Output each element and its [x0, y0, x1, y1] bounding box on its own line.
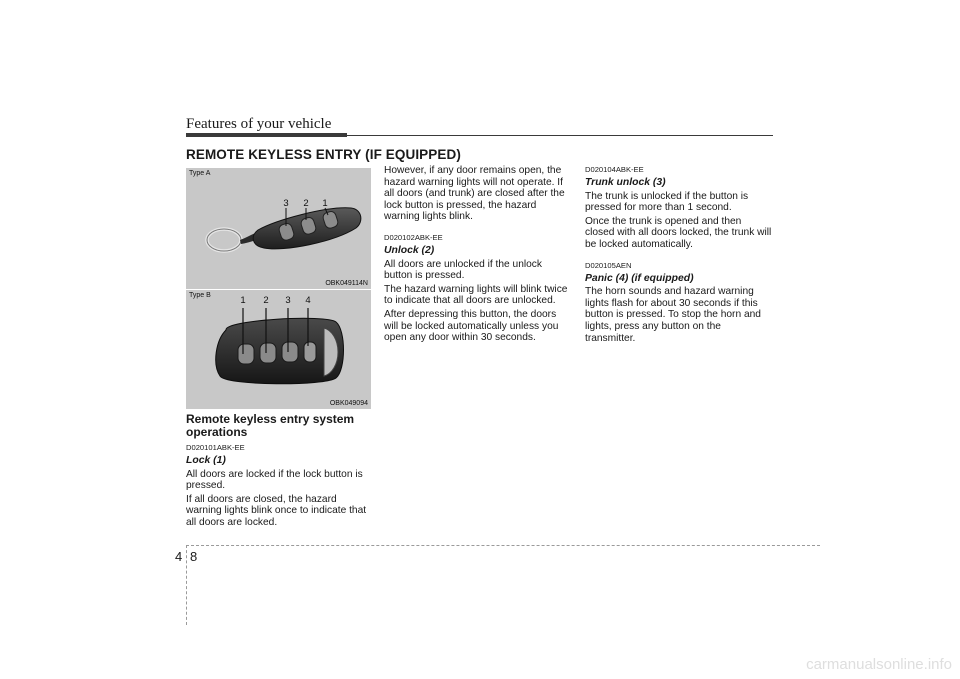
panic-paragraph: The horn sounds and hazard warning lights flash for about 30 seconds if this button is pressed. To stop the horn and lights, press any button on the transmitter.	[585, 286, 761, 344]
lock-button-icon	[238, 344, 254, 364]
trunk-title: Trunk unlock (3)	[585, 177, 666, 188]
watermark: carmanualsonline.info	[806, 656, 952, 673]
key-fob-b-image	[186, 290, 371, 409]
page-number: 8	[190, 549, 198, 564]
header-title: Features of your vehicle	[186, 116, 332, 132]
trunk-code: D020104ABK-EE	[585, 165, 644, 174]
figure-a-callout: 1	[322, 198, 328, 209]
column-right	[585, 165, 773, 346]
panic-title: Panic (4) (if equipped)	[585, 272, 694, 284]
figure-a-type-label: Type A	[189, 170, 211, 177]
lock-paragraph: All doors are locked if the lock button is pressed.	[186, 468, 363, 492]
column-left	[186, 413, 374, 531]
figure-b-callout: 1	[240, 295, 246, 306]
figure-b-callout: 4	[305, 295, 311, 306]
lock-paragraph: If all doors are closed, the hazard warning lights blink once to indicate that all doors are locked.	[186, 493, 367, 528]
figure-b-code: OBK049094	[329, 400, 368, 407]
figure-a-callout: 3	[283, 198, 289, 209]
section-title: REMOTE KEYLESS ENTRY (IF EQUIPPED)	[186, 147, 461, 162]
column-middle	[384, 165, 572, 346]
page-chapter-number: 4	[175, 549, 183, 564]
trunk-paragraph: The trunk is unlocked if the button is pressed for more than 1 second.	[585, 190, 749, 214]
header-rule-thick	[186, 133, 347, 137]
unlock-paragraph: After depressing this button, the doors will be locked automatically unless you open any door within 30 seconds.	[384, 308, 559, 344]
key-fob-a-image	[186, 168, 371, 289]
footer-vertical-rule	[186, 545, 187, 625]
trunk-button-icon	[282, 342, 298, 362]
figure-b-callout: 2	[263, 295, 269, 306]
unlock-code: D020102ABK-EE	[384, 232, 443, 242]
figure-a-callout: 2	[303, 198, 309, 209]
unlock-button-icon	[260, 343, 276, 363]
figure-type-b	[186, 290, 371, 409]
trunk-paragraph: Once the trunk is opened and then closed with all doors locked, the trunk will be locked automatically.	[585, 215, 772, 250]
figure-b-type-label: Type B	[189, 292, 211, 299]
footer-rule	[186, 545, 820, 546]
unlock-title: Unlock (2)	[384, 244, 435, 256]
panic-code: D020105AEN	[585, 260, 632, 270]
lock-continued-paragraph: However, if any door remains open, the hazard warning lights will not operate. If all doors (and trunk) are closed after the lock button is pressed, the hazard warning lights blink.	[384, 165, 565, 223]
figure-type-a	[186, 168, 371, 289]
operations-heading: Remote keyless entry system operations	[186, 412, 355, 439]
unlock-paragraph: The hazard warning lights will blink twice to indicate that all doors are unlocked.	[384, 283, 568, 307]
panic-button-icon	[304, 342, 316, 362]
lock-code: D020101ABK-EE	[186, 443, 245, 452]
figure-a-code: OBK049114N	[325, 280, 368, 287]
figure-b-callout: 3	[285, 295, 291, 306]
unlock-paragraph: All doors are unlocked if the unlock button is pressed.	[384, 258, 542, 282]
lock-title: Lock (1)	[186, 455, 226, 466]
header-rule-thin	[347, 135, 773, 136]
